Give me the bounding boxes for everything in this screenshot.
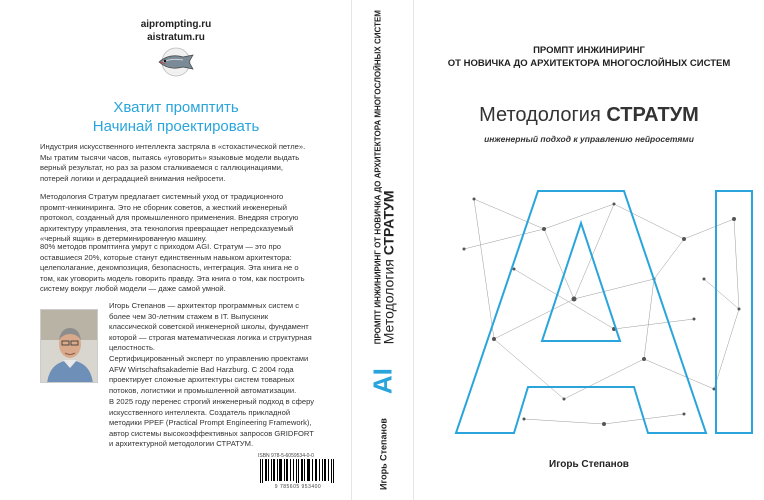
front-author: Игорь Степанов (549, 459, 629, 470)
front-title (414, 104, 764, 127)
front-cover (414, 0, 764, 500)
spine (352, 0, 414, 500)
spine-title (380, 10, 396, 345)
network-nodes (463, 198, 741, 427)
network-lines (464, 199, 739, 424)
spine-author: Игорь Степанов (378, 418, 388, 490)
barcode-icon (258, 459, 338, 483)
back-paragraph-3: 80% методов промптинга умрут с приходом AGI. Стратум — это про оставшиеся 20%, которые станут единственным навыком архитектора: целеполагание, декомпозиция, безопасность, интеграция. Эта книга не о том, как уговорить модель говорить правду. Эта книга о том, как построить систему вокруг любой модели — даже самой умной. (40, 242, 305, 294)
front-subtitle: инженерный подход к управлению нейросетями (484, 134, 694, 144)
back-paragraph-2: Методология Стратум предлагает системный уход от традиционного промпт-инжиниринга. Это не сборник советов, а жесткий инженерный протокол, созданный для промышленного применения. Внедряя строгую архитектуру управления, эта технология превращает непредсказуемый «черный ящик» в детерминированную машину. (40, 192, 299, 244)
website-aiprompting[interactable]: aiprompting.ru (140, 19, 212, 30)
isbn-digits: 9 785605 953400 (274, 484, 322, 490)
author-photo (40, 309, 98, 383)
isbn-label: ISBN 978-5-6059534-0-0 (258, 453, 314, 459)
front-title-plain: Методология (479, 104, 607, 126)
letter-i-outline (716, 191, 752, 433)
author-bio-1: Игорь Степанов — архитектор программных систем с более чем 30-летним стажем в IT. Выпускник классической советской инженерной школы, фундамент которой — строгая математическая логика и структурная целостность. (109, 301, 312, 353)
ai-network-art (454, 189, 754, 435)
author-bio-3: В 2025 году перенес строгий инженерный подход в сферу искусственного интеллекта. Создатель прикладной методики PPEF (Practical Prompt Engineering Framework), автор системы высокоэффективных запросов GRIDFORT и архитектурной методологии СТРАТУМ. (109, 397, 315, 449)
author-bio-2: Сертифицированный эксперт по управлению проектами AFW Wirtschaftsakademie Bad Harzburg. С 2004 года проектирует сложные архитектуры систем товарных потоков, логистики и промышленной автоматизации. (109, 354, 309, 395)
author-portrait-icon (41, 310, 98, 383)
spine-text (368, 10, 399, 490)
front-series-line-1: ПРОМПТ ИНЖИНИРИНГ (533, 45, 645, 56)
back-slogan (0, 98, 352, 136)
front-title-bold: СТРАТУМ (606, 104, 699, 126)
slogan-line-1: Хватит промптить (113, 99, 239, 116)
website-aistratum[interactable]: aistratum.ru (147, 32, 205, 43)
spine-subtitle: ПРОМПТ ИНЖИНИРИНГ ОТ НОВИЧКА ДО АРХИТЕКТОРА МНОГОСЛОЙНЫХ СИСТЕМ (373, 10, 382, 345)
spine-title-bold: СТРАТУМ (380, 190, 396, 256)
letter-a-outline (456, 191, 706, 433)
front-series-line-2: ОТ НОВИЧКА ДО АРХИТЕКТОРА МНОГОСЛОЙНЫХ СИСТЕМ (447, 58, 731, 69)
spine-ai-mark: AI (367, 368, 398, 395)
back-cover (0, 0, 352, 500)
spine-title-plain: Методология (380, 255, 396, 345)
spine-titles (372, 10, 394, 344)
fish-logo-icon (151, 47, 201, 77)
back-paragraph-1: Индустрия искусственного интеллекта застряла в «стохастической петле». Мы тратим тысячи часов, пытаясь «уговорить» языковые модели выдать верный результат, но раз за разом сталкиваемся с галлюцинациями, потерей логики и деградацией внимания нейросети. (40, 142, 306, 183)
slogan-line-2: Начинай проектировать (92, 118, 260, 135)
